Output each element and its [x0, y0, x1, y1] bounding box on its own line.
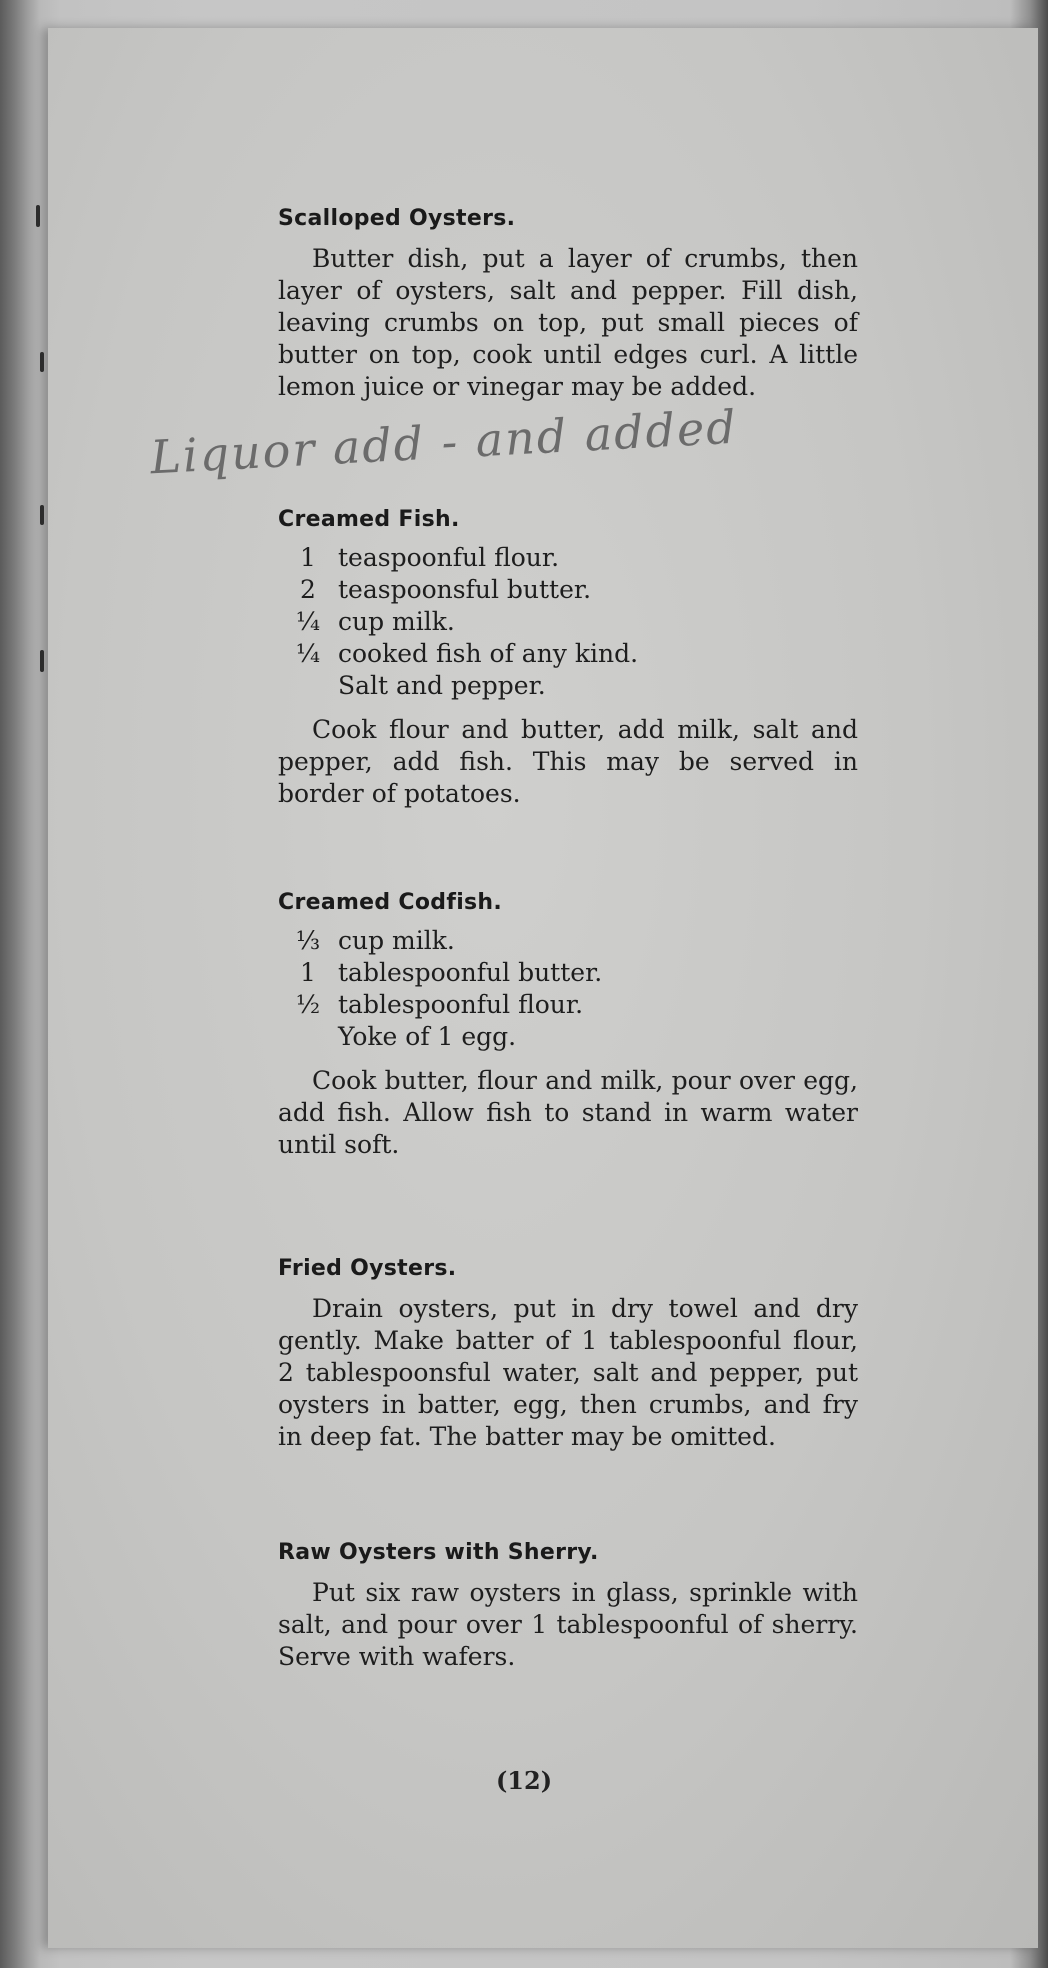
recipe-scalloped-oysters: [278, 206, 858, 403]
recipe-instructions: Butter dish, put a layer of crumbs, then layer of oysters, salt and pepper. Fill dish, leaving crumbs on top, put small pieces of butter on top, cook until edges curl. A little lemon juice or vinegar may be added.: [278, 244, 858, 401]
ingredient-item: teaspoonful flour.: [338, 543, 560, 572]
margin-mark: [40, 505, 44, 525]
ingredient: [278, 925, 858, 957]
ingredient: [278, 1021, 858, 1053]
recipe-fried-oysters: [278, 1256, 858, 1453]
ingredient-list: [278, 925, 858, 1053]
margin-mark: [40, 352, 44, 372]
ingredient-item: cup milk.: [338, 926, 455, 955]
page-number: (12): [495, 1766, 553, 1795]
recipe-instructions: Cook flour and butter, add milk, salt and pepper, add fish. This may be served in border of potatoes.: [278, 715, 858, 808]
ingredient: [278, 606, 858, 638]
recipe-creamed-codfish: [278, 890, 858, 1161]
ingredient: [278, 638, 858, 670]
ingredient-qty: ¼: [295, 607, 321, 636]
ingredient-item: tablespoonful butter.: [338, 958, 603, 987]
ingredient-item: cooked fish of any kind.: [338, 639, 639, 668]
recipe-title: Creamed Codfish.: [278, 890, 503, 915]
recipe-creamed-fish: [278, 507, 858, 810]
ingredient-qty: 1: [300, 958, 316, 987]
ingredient-qty: ¼: [295, 639, 321, 668]
ingredient-qty: ⅓: [295, 926, 321, 955]
ingredient-item: teaspoonsful butter.: [338, 575, 592, 604]
ingredient-qty: [278, 670, 338, 702]
ingredient-qty: 2: [300, 575, 316, 604]
recipe-title: Scalloped Oysters.: [278, 206, 516, 231]
ingredient-list: [278, 542, 858, 702]
ingredient-item: tablespoonful flour.: [338, 990, 584, 1019]
margin-mark: [36, 205, 40, 227]
ingredient: [278, 574, 858, 606]
recipe-raw-oysters-with-sherry: [278, 1540, 858, 1673]
handwritten-note: Liquor add - and added: [148, 399, 739, 485]
recipe-title: Raw Oysters with Sherry.: [278, 1540, 599, 1565]
recipe-title: Fried Oysters.: [278, 1256, 457, 1281]
recipe-instructions: Cook butter, flour and milk, pour over egg, add fish. Allow fish to stand in warm water until soft.: [278, 1066, 858, 1159]
ingredient-item: cup milk.: [338, 607, 455, 636]
ingredient-item: Yoke of 1 egg.: [338, 1022, 517, 1051]
ingredient: [278, 542, 858, 574]
ingredient: [278, 670, 858, 702]
ingredient-qty: [278, 1021, 338, 1053]
ingredient-qty: ½: [295, 990, 321, 1019]
recipe-instructions: Put six raw oysters in glass, sprinkle with salt, and pour over 1 tablespoonful of sherry. Serve with wafers.: [278, 1578, 858, 1671]
recipe-title: Creamed Fish.: [278, 507, 460, 532]
ingredient-item: Salt and pepper.: [338, 671, 546, 700]
recipe-instructions: Drain oysters, put in dry towel and dry gently. Make batter of 1 tablespoonful flour, 2 tablespoonsful water, salt and pepper, put oysters in batter, egg, then crumbs, and fry in deep fat. The batter may be omitted.: [278, 1294, 858, 1451]
ingredient: [278, 989, 858, 1021]
ingredient: [278, 957, 858, 989]
ingredient-qty: 1: [300, 543, 316, 572]
margin-mark: [40, 650, 44, 672]
